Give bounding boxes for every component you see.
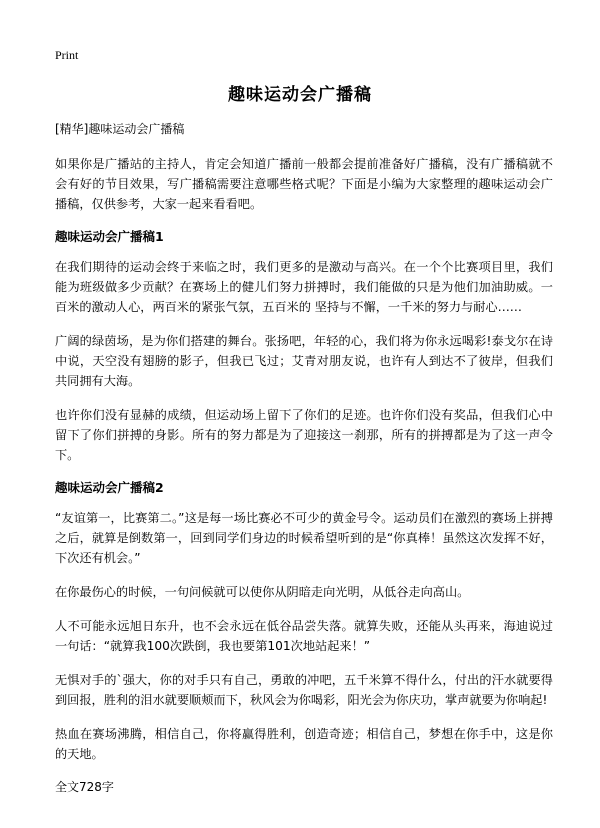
paragraph: “友谊第一，比赛第二。”这是每一场比赛必不可少的黄金号令。运动员们在激烈的赛场上拼搏之后，就算是倒数第一，回到同学们身边的时候希望听到的是“你真棒！虽然这次发挥不好，下次还有机会。” xyxy=(55,511,553,565)
paragraph: 热血在赛场沸腾，相信自己，你将赢得胜利，创造奇迹；相信自己，梦想在你手中，这是你的天地。 xyxy=(55,727,553,761)
section-2 xyxy=(55,479,553,764)
paragraph: 在我们期待的运动会终于来临之时，我们更多的是激动与高兴。在一个个比赛项目里，我们能为班级做多少贡献？在赛场上的健儿们努力拼搏时，我们能做的只是为他们加油助威。一百米的激动人心，两百米的紧张气氛，五百米的 坚持与不懈，一千米的努力与耐心…… xyxy=(55,260,553,314)
page-title: 趣味运动会广播稿 xyxy=(228,85,372,105)
article-subtitle: [精华]趣味运动会广播稿 xyxy=(55,122,185,136)
paragraph: 无惧对手的`强大，你的对手只有自己，勇敢的冲吧，五千米算不得什么，付出的汗水就要得到回报，胜利的泪水就要顺颊而下，秋风会为你喝彩，阳光会为你庆功，掌声就要为你响起! xyxy=(55,673,553,707)
section-1 xyxy=(55,228,553,465)
paragraph: 在你最伤心的时候，一句问候就可以使你从阴暗走向光明，从低谷走向高山。 xyxy=(55,585,470,599)
intro-paragraph: 如果你是广播站的主持人，肯定会知道广播前一般都会提前准备好广播稿，没有广播稿就不会有好的节目效果，写广播稿需要注意哪些格式呢？下面是小编为大家整理的趣味运动会广播稿，仅供参考，大家一起来看看吧。 xyxy=(55,157,553,211)
article-body xyxy=(55,120,553,796)
print-link[interactable]: Print xyxy=(55,48,79,62)
section-heading: 趣味运动会广播稿1 xyxy=(55,229,164,244)
paragraph: 广阔的绿茵场，是为你们搭建的舞台。张扬吧，年轻的心，我们将为你永远喝彩!泰戈尔在诗中说，天空没有翅膀的影子，但我已飞过；艾青对朋友说，也许有人到达不了彼岸，但我们共同拥有大海。 xyxy=(55,334,553,388)
paragraph: 人不可能永远旭日东升，也不会永远在低谷品尝失落。就算失败，还能从头再来，海迪说过一句话：“就算我100次跌倒，我也要第101次地站起来！” xyxy=(55,619,553,653)
paragraph: 也许你们没有显赫的成绩，但运动场上留下了你们的足迹。也许你们没有奖品，但我们心中留下了你们拼搏的身影。所有的努力都是为了迎接这一刹那，所有的拼搏都是为了这一声令下。 xyxy=(55,408,553,462)
section-heading: 趣味运动会广播稿2 xyxy=(55,480,164,495)
word-count: 全文728字 xyxy=(55,780,114,794)
